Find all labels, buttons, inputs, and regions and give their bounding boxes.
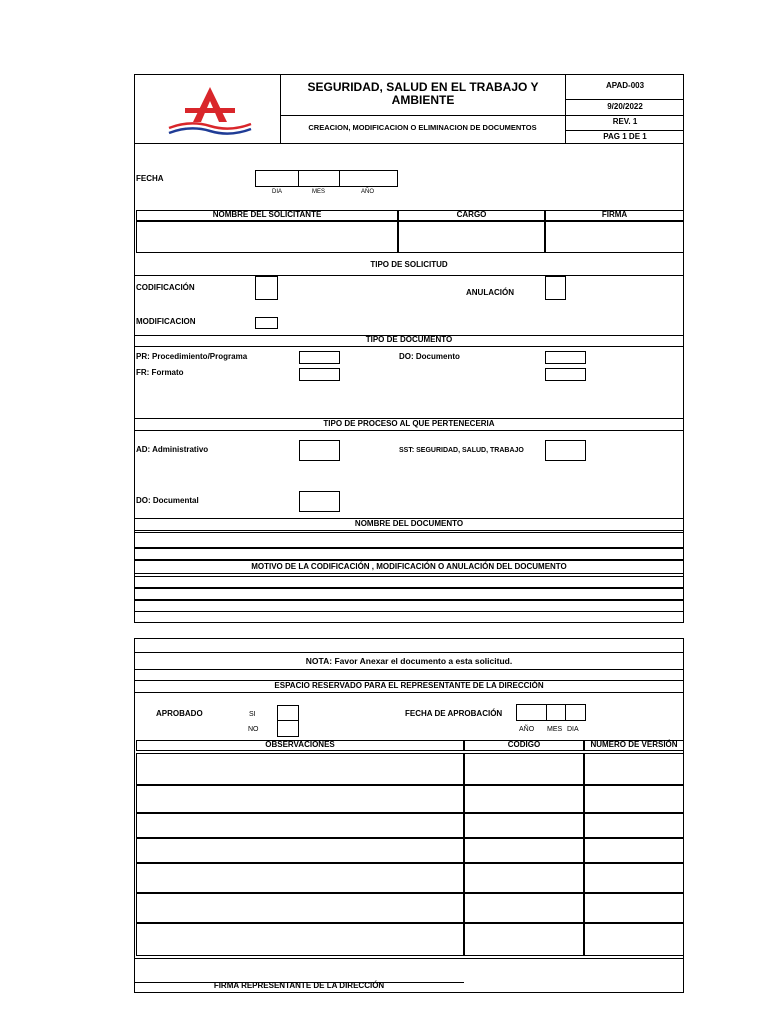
logo-wave-2	[169, 128, 251, 133]
motivo-field-1[interactable]	[134, 576, 684, 588]
fecha-label: FECHA	[136, 174, 164, 183]
cargo-field[interactable]	[398, 221, 545, 253]
do-documento-checkbox[interactable]	[545, 351, 586, 364]
company-logo	[165, 84, 255, 136]
fecha-aprobacion-input[interactable]	[516, 704, 586, 721]
tipo-proceso-title: TIPO DE PROCESO AL QUE PERTENECERIA	[323, 419, 495, 428]
aprobacion-dia-label: DIA	[567, 726, 579, 733]
anulacion-checkbox[interactable]	[545, 276, 566, 300]
fr-checkbox[interactable]	[299, 368, 340, 381]
version-field-7[interactable]	[584, 923, 684, 956]
anulacion-label: ANULACIÓN	[466, 288, 514, 297]
logo-a-bar	[185, 108, 235, 113]
cargo-label: CARGO	[456, 210, 487, 219]
firma-field[interactable]	[545, 221, 684, 253]
modificacion-checkbox[interactable]	[255, 317, 278, 329]
version-field-1[interactable]	[584, 753, 684, 785]
logo-a-shape	[193, 87, 227, 122]
version-field-3[interactable]	[584, 813, 684, 838]
ad-label: AD: Administrativo	[136, 445, 209, 454]
modificacion-label: MODIFICACION	[136, 317, 196, 326]
version-field-6[interactable]	[584, 893, 684, 923]
espacio-reservado-title: ESPACIO RESERVADO PARA EL REPRESENTANTE DE LA DIRECCIÓN	[274, 681, 544, 690]
pr-label: PR: Procedimiento/Programa	[136, 352, 248, 361]
nombre-solicitante-field[interactable]	[136, 221, 398, 253]
fecha-dia-label: DIA	[272, 189, 283, 195]
do-documento-label: DO: Documento	[399, 352, 460, 361]
fecha-input-group[interactable]	[255, 170, 398, 187]
no-label: NO	[248, 726, 259, 733]
doc-page: PAG 1 DE 1	[603, 132, 647, 141]
logo-wave-1	[169, 123, 251, 128]
doc-date: 9/20/2022	[607, 102, 643, 111]
nota-text: NOTA: Favor Anexar el documento a esta solicitud.	[305, 656, 513, 666]
nombre-solicitante-label: NOMBRE DEL SOLICITANTE	[212, 210, 322, 219]
observacion-field-5[interactable]	[136, 863, 464, 893]
motivo-field-2[interactable]	[134, 588, 684, 600]
fecha-ano-label: AÑO	[361, 189, 375, 195]
firma-label: FIRMA	[601, 210, 628, 219]
codigo-field-5[interactable]	[464, 863, 584, 893]
fecha-mes-label: MES	[312, 189, 326, 195]
codigo-field-4[interactable]	[464, 838, 584, 863]
codigo-field-1[interactable]	[464, 753, 584, 785]
form-title: SEGURIDAD, SALUD EN EL TRABAJO Y AMBIENTE	[307, 80, 539, 107]
sst-checkbox[interactable]	[545, 440, 586, 461]
do-documental-checkbox[interactable]	[299, 491, 340, 512]
aprobado-label: APROBADO	[156, 709, 203, 718]
version-field-5[interactable]	[584, 863, 684, 893]
codigo-field-7[interactable]	[464, 923, 584, 956]
tipo-solicitud-title: TIPO DE SOLICITUD	[370, 260, 448, 269]
nombre-documento-title: NOMBRE DEL DOCUMENTO	[354, 519, 464, 528]
doc-code: APAD-003	[605, 81, 645, 90]
aprobacion-mes-label: MES	[547, 726, 563, 733]
observacion-field-3[interactable]	[136, 813, 464, 838]
codificacion-checkbox[interactable]	[255, 276, 278, 300]
sst-label: SST: SEGURIDAD, SALUD, TRABAJO	[399, 447, 524, 454]
observacion-field-6[interactable]	[136, 893, 464, 923]
observacion-field-2[interactable]	[136, 785, 464, 813]
observacion-field-4[interactable]	[136, 838, 464, 863]
observacion-field-7[interactable]	[136, 923, 464, 956]
fecha-aprobacion-label: FECHA DE APROBACIÓN	[405, 709, 503, 718]
observacion-field-1[interactable]	[136, 753, 464, 785]
codigo-field-3[interactable]	[464, 813, 584, 838]
nombre-documento-field-2[interactable]	[134, 548, 684, 560]
motivo-field-3[interactable]	[134, 600, 684, 612]
codigo-field-2[interactable]	[464, 785, 584, 813]
observaciones-header: OBSERVACIONES	[265, 740, 335, 749]
version-header: NUMERO DE VERSIÓN	[590, 740, 678, 749]
version-field-2[interactable]	[584, 785, 684, 813]
motivo-title: MOTIVO DE LA CODIFICACIÓN , MODIFICACIÓN O ANULACIÓN DEL DOCUMENTO	[251, 562, 567, 571]
nombre-documento-field-1[interactable]	[134, 532, 684, 548]
do-documental-label: DO: Documental	[136, 496, 199, 505]
aprobado-si-checkbox[interactable]	[277, 705, 299, 721]
ad-checkbox[interactable]	[299, 440, 340, 461]
si-label: SI	[249, 711, 256, 718]
codigo-field-6[interactable]	[464, 893, 584, 923]
firma-representante-label: FIRMA REPRESENTANTE DE LA DIRECCIÓN	[213, 981, 385, 990]
version-field-4[interactable]	[584, 838, 684, 863]
extra-doc-checkbox[interactable]	[545, 368, 586, 381]
tipo-documento-title: TIPO DE DOCUMENTO	[365, 335, 453, 344]
codigo-header: CODIGO	[507, 740, 541, 749]
aprobado-no-checkbox[interactable]	[277, 720, 299, 737]
doc-revision: REV. 1	[612, 117, 638, 126]
aprobacion-ano-label: AÑO	[519, 726, 535, 733]
codificacion-label: CODIFICACIÓN	[136, 283, 195, 292]
pr-checkbox[interactable]	[299, 351, 340, 364]
form-subtitle: CREACION, MODIFICACION O ELIMINACION DE DOCUMENTOS	[308, 123, 537, 132]
fr-label: FR: Formato	[136, 368, 184, 377]
